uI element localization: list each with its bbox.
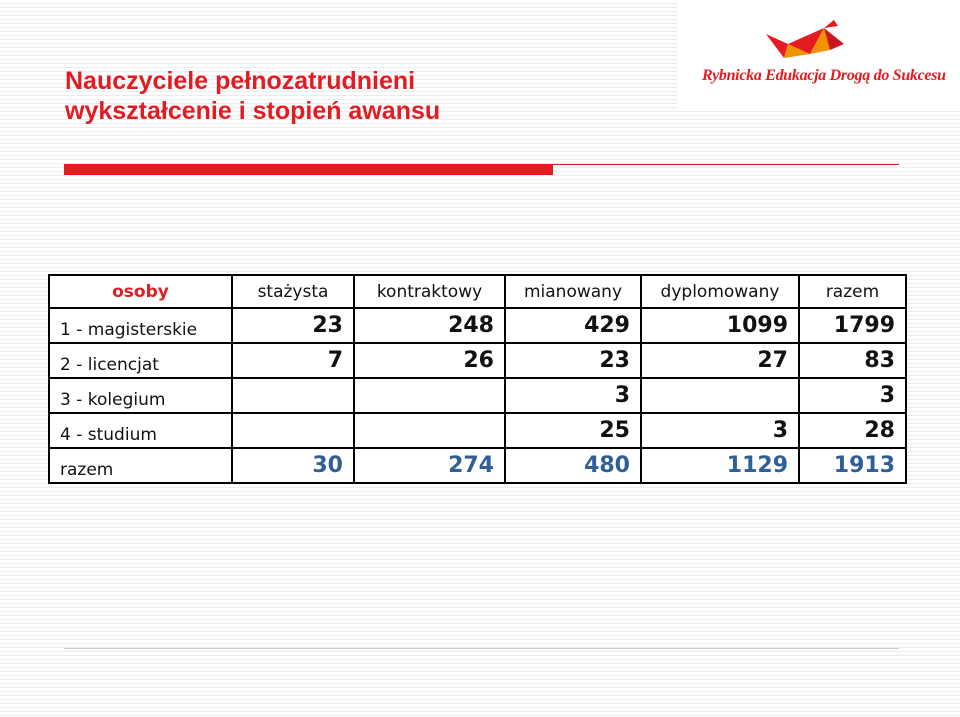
table-cell: 26 — [354, 343, 505, 378]
table-total-row — [49, 448, 906, 483]
table-cell: 274 — [354, 448, 505, 483]
table-cell: 23 — [505, 343, 641, 378]
header-cell: kontraktowy — [354, 275, 505, 308]
header-cell: stażysta — [232, 275, 354, 308]
table-cell: 1099 — [641, 308, 799, 343]
table-header-row — [49, 275, 906, 308]
table-cell — [354, 378, 505, 413]
header-cell: osoby — [49, 275, 232, 308]
table-cell: 3 — [799, 378, 906, 413]
table-row — [49, 413, 906, 448]
table-row — [49, 308, 906, 343]
table-cell: 1129 — [641, 448, 799, 483]
table-cell: 3 — [505, 378, 641, 413]
table-cell: 248 — [354, 308, 505, 343]
table-cell: 23 — [232, 308, 354, 343]
row-label: 1 - magisterskie — [49, 308, 232, 343]
table-cell: 27 — [641, 343, 799, 378]
header-cell: dyplomowany — [641, 275, 799, 308]
title-underline-thin — [553, 164, 899, 165]
row-label: 2 - licencjat — [49, 343, 232, 378]
table-cell: 429 — [505, 308, 641, 343]
table-row — [49, 343, 906, 378]
table-cell: 7 — [232, 343, 354, 378]
row-label: 4 - studium — [49, 413, 232, 448]
table-cell: 1799 — [799, 308, 906, 343]
table-cell: 25 — [505, 413, 641, 448]
footer-divider — [64, 648, 899, 649]
table-cell — [232, 413, 354, 448]
table-cell: 1913 — [799, 448, 906, 483]
table-row — [49, 378, 906, 413]
table-cell — [641, 378, 799, 413]
table-cell: 28 — [799, 413, 906, 448]
logo — [678, 0, 960, 108]
title-underline-thick — [64, 164, 553, 175]
logo-text: Rybnicka Edukacja Drogą do Sukcesu — [702, 67, 946, 84]
table-cell: 3 — [641, 413, 799, 448]
slide-title-line-2: wykształcenie i stopień awansu — [65, 97, 441, 125]
table-cell: 83 — [799, 343, 906, 378]
table-cell — [354, 413, 505, 448]
slide-title-line-1: Nauczyciele pełnozatrudnieni — [65, 67, 416, 95]
table-cell — [232, 378, 354, 413]
row-label: razem — [49, 448, 232, 483]
slide-title — [65, 66, 440, 126]
origami-bird-icon — [766, 14, 846, 66]
header-cell: razem — [799, 275, 906, 308]
header-cell: mianowany — [505, 275, 641, 308]
row-label: 3 - kolegium — [49, 378, 232, 413]
table-cell: 480 — [505, 448, 641, 483]
table-cell: 30 — [232, 448, 354, 483]
teachers-table — [48, 274, 907, 484]
